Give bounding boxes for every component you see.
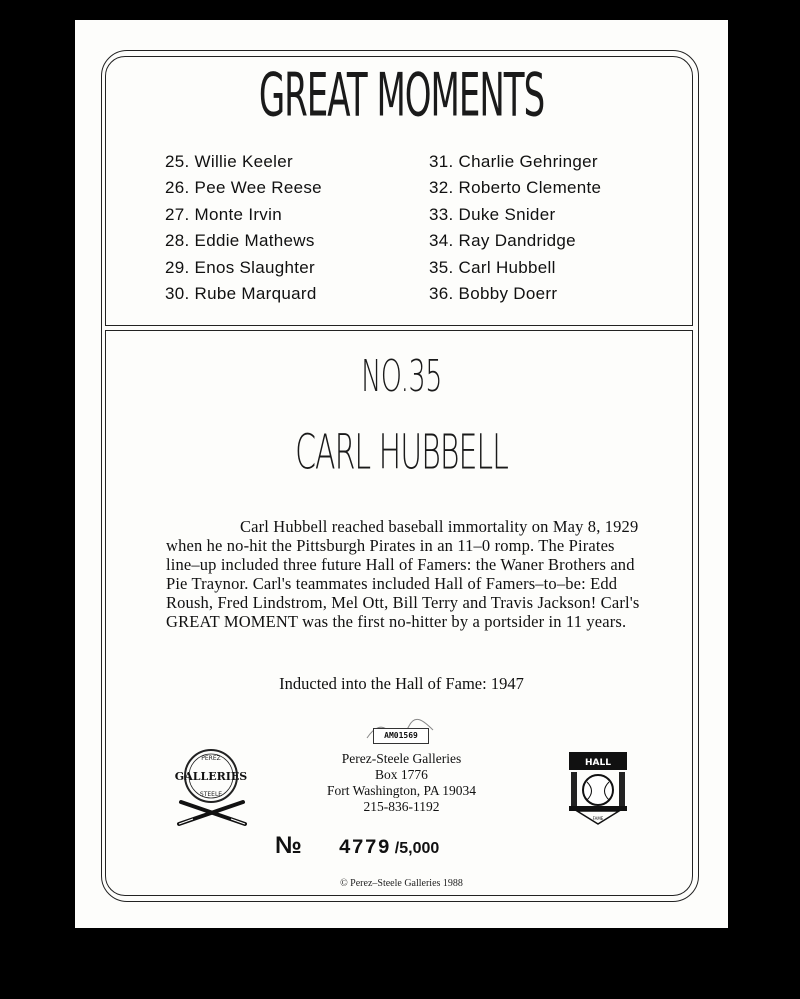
hall-of-fame-logo: [567, 748, 629, 826]
card-number: NO.35: [361, 352, 442, 403]
checklist-item: 36. Bobby Doerr: [429, 284, 558, 304]
checklist-left: [165, 149, 322, 307]
hof-text-hall: HALL: [585, 758, 611, 768]
checklist-item: 29. Enos Slaughter: [165, 257, 315, 277]
checklist-item: 27. Monte Irvin: [165, 204, 282, 224]
authentication-sticker: AM01569: [373, 728, 429, 744]
serial-value: 4779: [338, 837, 391, 860]
checklist-item: 28. Eddie Mathews: [165, 231, 315, 251]
card-back: [75, 20, 728, 928]
publisher-city: Fort Washington, PA 19034: [327, 783, 476, 798]
player-name: CARL HUBBELL: [295, 425, 508, 482]
checklist-item: 35. Carl Hubbell: [429, 257, 556, 277]
series-title: GREAT MOMENTS: [258, 61, 545, 131]
perez-steele-logo: [173, 746, 253, 828]
checklist-item: 26. Pee Wee Reese: [165, 178, 322, 198]
checklist-item: 31. Charlie Gehringer: [429, 152, 598, 171]
number-symbol: №: [275, 832, 301, 859]
induction-line: Inducted into the Hall of Fame: 1947: [279, 674, 524, 693]
publisher-phone: 215-836-1192: [363, 799, 440, 814]
copyright-line: © Perez–Steele Galleries 1988: [340, 878, 463, 889]
serial-number: [275, 832, 439, 860]
logo-bottom-text: STEELE: [199, 791, 223, 798]
checklist-item: 32. Roberto Clemente: [429, 178, 602, 198]
checklist-right: [429, 149, 601, 307]
hof-text-fame: FAME: [592, 816, 604, 821]
publisher-box: Box 1776: [375, 767, 428, 782]
publisher-name: Perez-Steele Galleries: [341, 751, 462, 766]
checklist-item: 34. Ray Dandridge: [429, 231, 576, 251]
checklist-item: 30. Rube Marquard: [165, 284, 317, 304]
logo-top-text: PEREZ: [201, 755, 221, 762]
serial-total: /5,000: [394, 840, 440, 857]
logo-middle-text: GALLERIES: [174, 770, 248, 783]
checklist-item: 25. Willie Keeler: [165, 152, 293, 171]
checklist-item: 33. Duke Snider: [429, 204, 556, 224]
bio-text: Carl Hubbell reached baseball immortality on May 8, 1929 when he no-hit the Pittsburgh Pirates in an 11–0 romp. The Pirates line–up included three future Hall of Famers: the Waner Brothers and Pie Traynor. Carl's teammates included Hall of Famers–to–be: Edd Roush, Fred Lindstrom, Mel Ott, Bill Terry and Travis Jackson! Carl's GREAT MOMENT was the first no-hitter by a portsider in 11 years.: [166, 517, 640, 631]
